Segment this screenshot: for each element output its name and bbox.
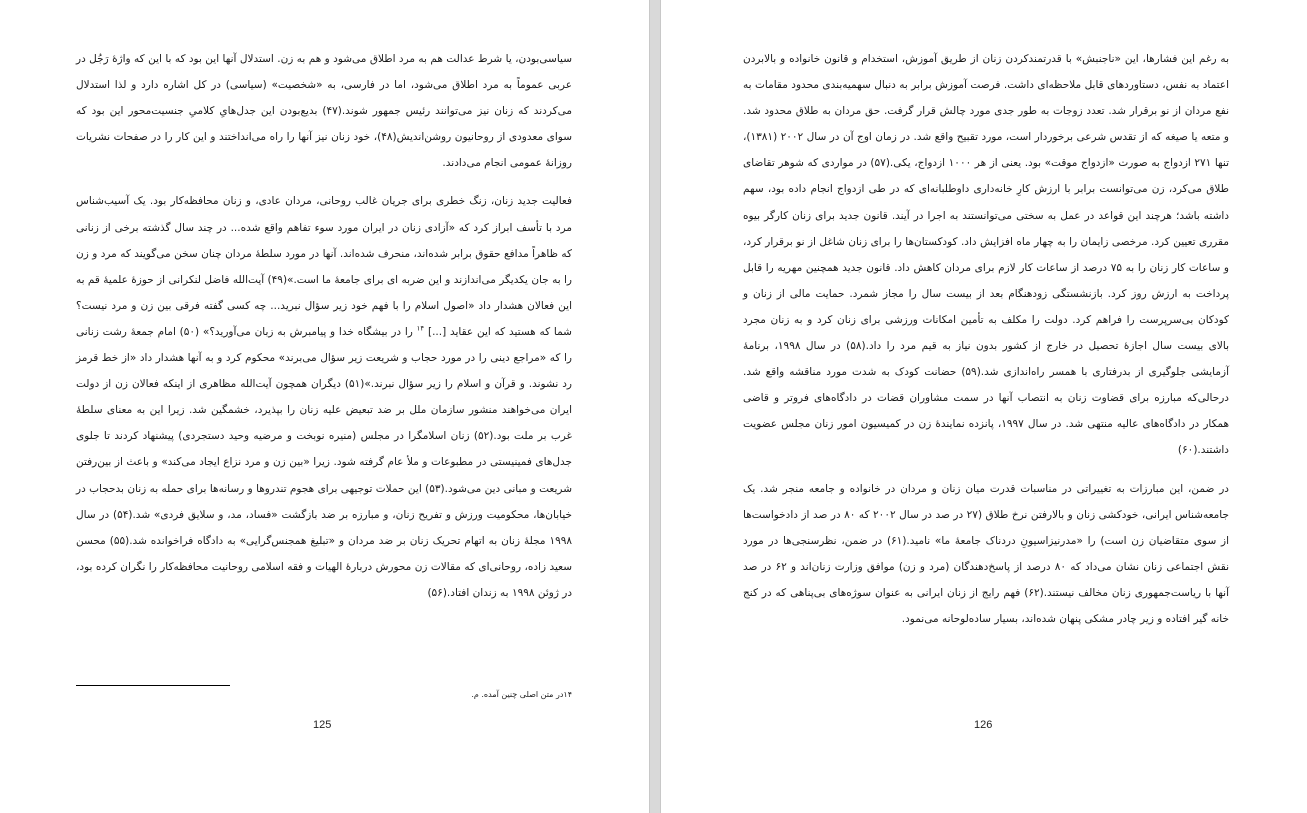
paragraph-text: فعالیت جدید زنان، زنگ خطری برای جریان غالب روحانی، مردان عادی، و زنان محافظه‌کار بود. یک آسیب‌شناس مرد با تأسف ابراز کرد که «آزادی زنان در ایران مورد سوء تفاهم واقع شده... در چند سال گذشته برخی از زنانی که ظاهراً مدافع حقوق برابر شده‌اند، منحرف شده‌اند. آنها در مورد سلطهٔ مردان چنان سخن می‌گویند که مرد و زن را به جان یکدیگر می‌اندازند و این ضربه ای برای جامعهٔ ما است.»(۴۹) آیت‌الله فاضل لنکرانی از حوزهٔ علمیهٔ قم به این فعالان هشدار داد «اصول اسلام را با فهم خود زیر سؤال نبرید... چه کسی گفته فرقی بین زن و مرد نیست؟ شما که هستید که این عقاید [...] — [76, 195, 572, 338]
footnote: ۱۴در متن اصلی چنین آمده. م. — [471, 690, 572, 699]
page-left-body — [76, 46, 572, 618]
paragraph — [76, 188, 572, 606]
page-number: 125 — [313, 719, 332, 731]
page-number: 126 — [974, 719, 993, 731]
page-left — [0, 0, 650, 813]
page-right-body — [743, 46, 1229, 644]
footnote-marker: ۱۴ — [416, 324, 425, 333]
page-gutter — [650, 0, 660, 813]
paragraph: به رغم این فشارها، این «ناجنبش» با قدرتمندکردن زنان از طریق آموزش، استخدام و قانون خانواده و بالابردن اعتماد به نفس، دستاوردهای قابل ملاحظه‌ای داشت. فرصت آموزش برابر به دنبال سهمیه‌بندی محدود مقامات به نفع مردان از نو برقرار شد. تعدد زوجات به طور جدی مورد چالش قرار گرفت. حق مردان به طلاق محدود شد. و متعه یا صیغه که از تقدس شرعی برخوردار است، مورد تقبیح واقع شد. در زمان اوج آن در سال ۲۰۰۲ (۱۳۸۱)، تنها ۲۷۱ ازدواج به صورت «ازدواج موقت» بود. یعنی از هر ۱۰۰۰ ازدواج، یکی.(۵۷) در مواردی که شوهر تقاضای طلاق می‌کرد، زن می‌توانست برابر با ارزش کارِ خانه‌داری داوطلبانه‌ای که در طی ازدواج انجام داده بود، سهم داشته باشد؛ هرچند این قواعد در عمل به سختی می‌توانستند به اجرا در آیند. قانون جدید برای زنان کارگر بیوه مقرری تعیین کرد. مرخصی زایمان را به چهار ماه افزایش داد. کودکستان‌ها را برای زنان شاغل از نو برقرار کرد، و ساعات کار زنان را به ۷۵ درصد از ساعات کار لازم برای مردان کاهش داد. قانون جدید همچنین مهریه را قابل پرداخت به ارزش روز کرد. بازنشستگی زودهنگام بعد از بیست سال را مجاز شمرد. حمایت مالی از زنان و کودکان بی‌سرپرست را فراهم کرد. دولت را مکلف به تأمین امکانات ورزشی برای زنان کرد و به زنان مجرد بالای بیست سال اجازهٔ تحصیل در خارج از کشور بدون نیاز به قیم مرد را داد.(۵۸) در سال ۱۹۹۸، برنامهٔ آزمایشی جلوگیری از بدرفتاری با همسر راه‌اندازی شد.(۵۹) حضانت کودک به شدت مورد مناقشه واقع شد. درحالی‌که مبارزه برای قضاوت زنان به انتصاب آنها در سمت مشاوران قضات در دادگاه‌های فروتر و قاضی همکار در دادگاه‌های عالیه منتهی شد. در سال ۱۹۹۷، پانزده نمایندهٔ زن در کمیسیون امور زنان مجلس عضویت داشتند.(۶۰) — [743, 53, 1230, 457]
page-right — [660, 0, 1307, 813]
paragraph: در ضمن، این مبارزات به تغییراتی در مناسبات قدرت میان زنان و مردان در خانواده و جامعه منجر شد. یک جامعه‌شناس ایرانی، خودکشی زنان و بالارفتن نرخ طلاق (۲۷ در صد در سال ۲۰۰۲ که ۸۰ در صد از دادخواست‌ها از سوی متقاضیان زن است) را «مدرنیزاسیونِ دردناک جامعهٔ ما» نامید.(۶۱) در ضمن، نظرسنجی‌ها در مورد نقش اجتماعی زنان نشان می‌داد که ۸۰ درصد از پاسخ‌دهندگان (مرد و زن) موافق وزارت زنان‌اند و ۶۲ در صد آنها با ریاست‌جمهوری زنان مخالف نیستند.(۶۲) فهم رایج از زنان ایرانی به عنوان سوژه‌های بی‌پناهی که در کنج خانه گیر افتاده و زیر چادر مشکی پنهان شده‌اند، بسیار ساده‌لوحانه می‌نمود. — [743, 482, 1229, 625]
footnote-divider — [76, 685, 230, 686]
paragraph-text: را در بیشگاه خدا و پیامبرش به زبان می‌آورید؟» (۵۰) امام جمعهٔ رشت زنانی را که «مراجع دینی را در مورد حجاب و شریعت زیر سؤال می‌برند» محکوم کرد و به آنها هشدار داد «از خط قرمز رد نشوند. و قرآن و اسلام را زیر سؤال نبرند.»(۵۱) دیگران همچون آیت‌الله مظاهری از اینکه فعالان زن از دولت ایران می‌خواهند منشور سازمان ملل بر ضد تبعیض علیه زنان را بپذیرد، خشمگین شد. زیرا این به معنای سلطهٔ غرب بر ملت بود.(۵۲) زنان اسلامگرا در مجلس (منیره نوبخت و مرضیه وحید دستجردی) پیشنهاد کردند تا جلوی جدل‌های فمینیستی در مطبوعات و ملأ عام گرفته شود. زیرا «بین زن و مرد نزاع ایجاد می‌کند» و باعث از بین‌رفتن شریعت و مبانی دین می‌شود.(۵۳) این حملات توجیهی برای هجوم تندروها و رسانه‌ها برای حمله به زنان بدحجاب در خیابان‌ها، محکومیت ورزش و تفریح زنان، و مبارزه بر ضد بازگشت «فساد، مد، و سلایق فردی» شد.(۵۴) در سال ۱۹۹۸ مجلهٔ زنان به اتهام تحریک زنان بر ضد مردان و «تبلیغ همجنس‌گرایی» به دادگاه فراخوانده شد.(۵۵) محسن سعید زاده، روحانی‌ای که مقالات زن محورش دربارهٔ الهیات و فقه اسلامی روحانیت محافظه‌کار را نگران کرده بود، در ژوئن ۱۹۹۸ به زندان افتاد.(۵۶) — [76, 325, 573, 599]
paragraph: سیاسی‌بودن، یا شرط عدالت هم به مرد اطلاق می‌شود و هم به زن. استدلال آنها این بود که با این که واژهٔ رَجُل در عربی عموماً به مرد اطلاق می‌شود، اما در فارسی، به «شخصیت» (سیاسی) در کل اشاره دارد و لذا استدلال می‌کردند که زنان نیز می‌توانند رئیس جمهور شوند.(۴۷) بدیع‌بودن این جدل‌هایِ کلامیِ جنسیت‌محور این بود که سوای معدودی از روحانیون روشن‌اندیش(۴۸)، خود زنان نیز آنها را راه می‌انداختند و این کار را در صفحات نشریات روزانهٔ عمومی انجام می‌دادند. — [76, 53, 573, 170]
